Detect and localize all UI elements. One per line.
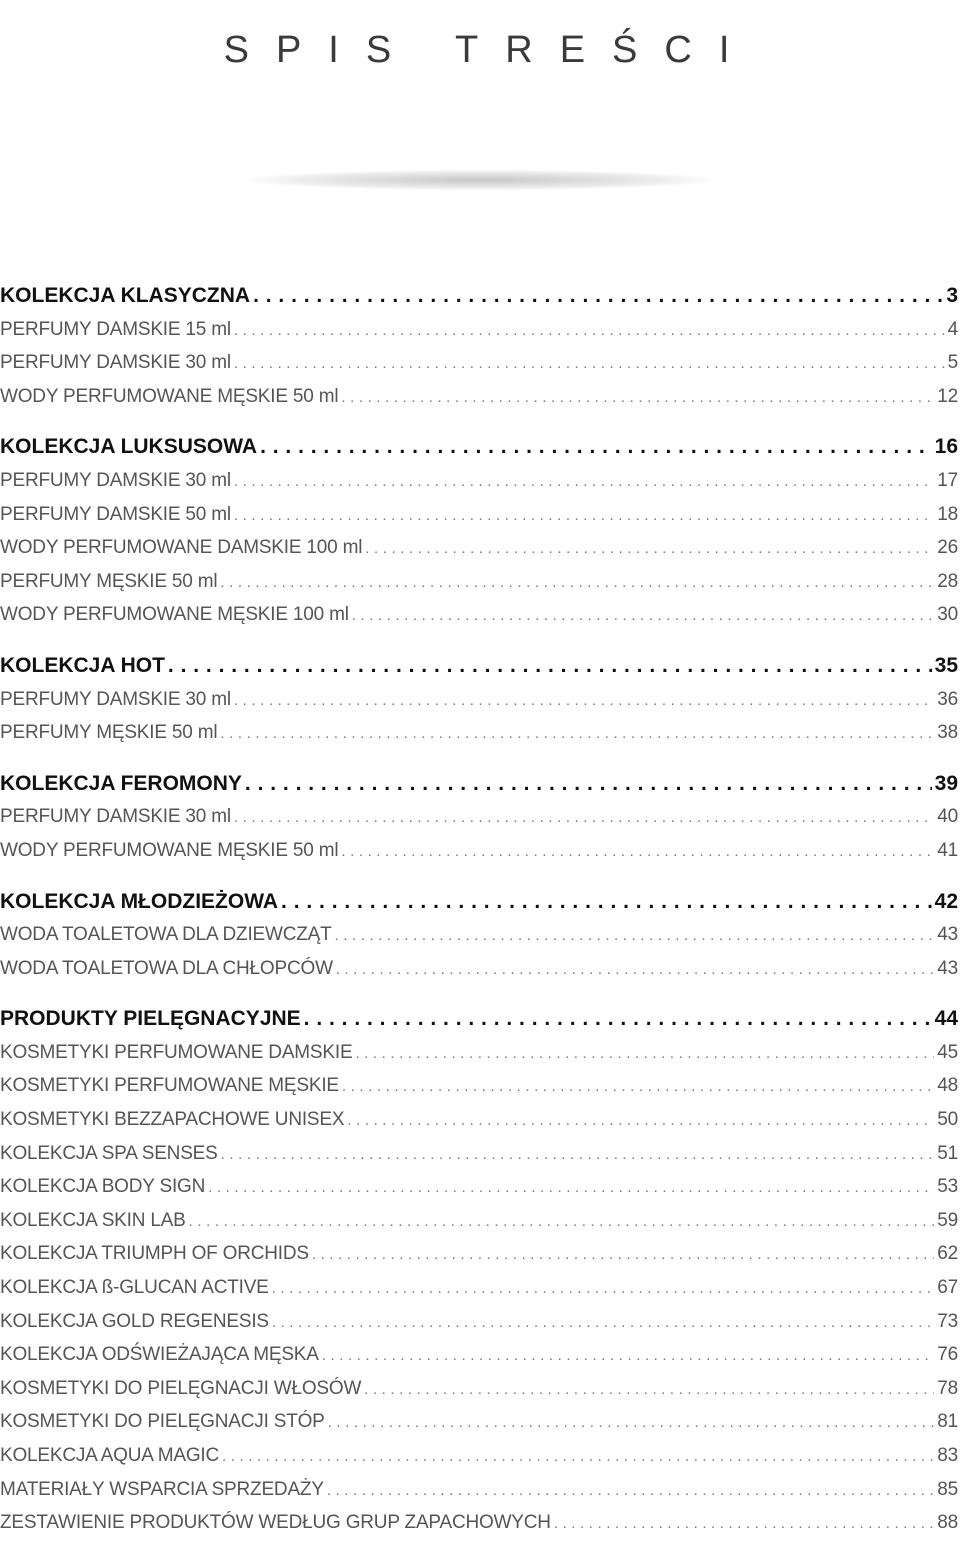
toc-section-heading-label: KOLEKCJA MŁODZIEŻOWA (0, 889, 279, 913)
toc-entry-label: ZESTAWIENIE PRODUKTÓW WEDŁUG GRUP ZAPACHOWYCH (0, 1512, 551, 1534)
toc-entry[interactable] (0, 1506, 960, 1540)
toc-entry-label: PERFUMY MĘSKIE 50 ml (0, 722, 218, 744)
toc-entry-label: WODY PERFUMOWANE MĘSKIE 50 ml (0, 385, 339, 407)
page-number: 28 (937, 570, 958, 592)
toc-section (0, 767, 960, 868)
toc-entry-label: KOSMETYKI PERFUMOWANE MĘSKIE (0, 1075, 339, 1097)
dot-leader (335, 919, 935, 952)
page-number: 42 (934, 889, 958, 913)
dot-leader (327, 1474, 934, 1507)
toc-entry[interactable] (0, 346, 960, 380)
dot-leader (272, 1306, 934, 1339)
toc-entry[interactable] (0, 1405, 960, 1439)
dot-leader (355, 1037, 934, 1070)
dot-leader (352, 599, 935, 632)
page-number: 12 (937, 385, 958, 407)
dot-leader (222, 1440, 934, 1473)
page-number: 50 (937, 1109, 958, 1131)
dot-leader (312, 1238, 934, 1271)
toc-entry-label: PERFUMY DAMSKIE 15 ml (0, 318, 231, 340)
toc-entry[interactable] (0, 1305, 960, 1339)
page-title: SPIS TREŚCI (223, 29, 757, 72)
toc-entry-label: WODY PERFUMOWANE MĘSKIE 50 ml (0, 839, 339, 861)
toc-entry-label: MATERIAŁY WSPARCIA SPRZEDAŻY (0, 1478, 324, 1500)
dot-leader (234, 314, 945, 347)
toc-section-heading[interactable] (0, 767, 960, 801)
toc-entry-label: PERFUMY DAMSKIE 50 ml (0, 503, 231, 525)
dot-leader (234, 801, 934, 834)
page-number: 43 (937, 957, 958, 979)
toc-entry-label: PERFUMY DAMSKIE 30 ml (0, 806, 231, 828)
page-number: 67 (937, 1277, 958, 1299)
title-shadow-divider (160, 168, 800, 208)
page-number: 59 (937, 1209, 958, 1231)
toc-entry[interactable] (0, 952, 960, 986)
page-number: 38 (937, 722, 958, 744)
dot-leader (245, 767, 932, 801)
toc-section-heading-label: PRODUKTY PIELĘGNACYJNE (0, 1007, 301, 1031)
toc-section (0, 885, 960, 986)
page-number: 85 (937, 1478, 958, 1500)
dot-leader (168, 649, 932, 683)
toc-entry[interactable] (0, 1237, 960, 1271)
page-number: 81 (937, 1411, 958, 1433)
toc-entry[interactable] (0, 565, 960, 599)
page-number: 73 (937, 1310, 958, 1332)
dot-leader (304, 1002, 932, 1036)
toc-section-heading[interactable] (0, 430, 960, 464)
dot-leader (221, 1138, 935, 1171)
dot-leader (342, 1070, 934, 1103)
toc-section-heading[interactable] (0, 649, 960, 683)
toc-entry[interactable] (0, 1439, 960, 1473)
toc-entry-label: WODY PERFUMOWANE MĘSKIE 100 ml (0, 604, 349, 626)
dot-leader (220, 566, 934, 599)
page-number: 39 (934, 771, 958, 795)
toc-entry-label: KOSMETYKI BEZZAPACHOWE UNISEX (0, 1109, 345, 1131)
table-of-contents (0, 279, 960, 1557)
page-number: 48 (937, 1075, 958, 1097)
dot-leader (365, 532, 934, 565)
toc-entry[interactable] (0, 1170, 960, 1204)
toc-entry[interactable] (0, 834, 960, 868)
page-number: 5 (947, 352, 958, 374)
toc-entry-label: PERFUMY DAMSKIE 30 ml (0, 469, 231, 491)
toc-section-heading-label: KOLEKCJA HOT (0, 653, 165, 677)
toc-entry-label: KOLEKCJA BODY SIGN (0, 1176, 206, 1198)
page-number: 43 (937, 924, 958, 946)
toc-entry[interactable] (0, 716, 960, 750)
toc-entry-label: KOLEKCJA ODŚWIEŻAJĄCA MĘSKA (0, 1344, 319, 1366)
dot-leader (260, 430, 932, 464)
toc-section-heading[interactable] (0, 279, 960, 313)
dot-leader (234, 465, 934, 498)
page-number: 41 (937, 839, 958, 861)
page-number: 78 (937, 1377, 958, 1399)
toc-entry[interactable] (0, 598, 960, 632)
page-number: 40 (937, 806, 958, 828)
dot-leader (272, 1272, 935, 1305)
toc-entry[interactable] (0, 380, 960, 414)
dot-leader (341, 835, 934, 868)
page-number: 83 (937, 1445, 958, 1466)
toc-entry-label: KOSMETYKI PERFUMOWANE DAMSKIE (0, 1041, 353, 1063)
toc-section-heading-label: KOLEKCJA KLASYCZNA (0, 284, 251, 307)
toc-section (0, 649, 960, 750)
toc-entry[interactable] (0, 1338, 960, 1372)
toc-entry[interactable] (0, 1036, 960, 1070)
toc-entry[interactable] (0, 1137, 960, 1171)
toc-section-heading-label: KOLEKCJA LUKSUSOWA (0, 435, 258, 459)
dot-leader (220, 717, 934, 750)
toc-entry[interactable] (0, 1473, 960, 1507)
page-number: 4 (947, 318, 958, 340)
dot-leader (336, 953, 934, 986)
page-number: 16 (934, 435, 958, 459)
dot-leader (364, 1373, 934, 1406)
page-number: 76 (937, 1344, 958, 1366)
dot-leader (234, 499, 934, 532)
dot-leader (341, 381, 934, 414)
toc-entry-label: WODA TOALETOWA DLA CHŁOPCÓW (0, 957, 333, 979)
dot-leader (234, 684, 934, 717)
toc-entry[interactable] (0, 1204, 960, 1238)
page-number: 51 (937, 1142, 958, 1164)
toc-entry[interactable] (0, 1372, 960, 1406)
dot-leader (281, 885, 932, 919)
page-number: 62 (937, 1243, 958, 1265)
toc-entry[interactable] (0, 1103, 960, 1137)
page-number: 17 (937, 469, 958, 491)
toc-section-heading-label: KOLEKCJA FEROMONY (0, 771, 242, 795)
toc-section (0, 1002, 960, 1540)
toc-entry[interactable] (0, 1069, 960, 1103)
page-number: 30 (937, 604, 958, 626)
toc-entry-label: KOLEKCJA SKIN LAB (0, 1209, 186, 1231)
page-number: 53 (937, 1176, 958, 1198)
toc-entry-label: KOLEKCJA AQUA MAGIC (0, 1445, 219, 1466)
toc-entry-label: PERFUMY DAMSKIE 30 ml (0, 352, 231, 374)
dot-leader (347, 1104, 934, 1137)
dot-leader (189, 1205, 935, 1238)
dot-leader (322, 1339, 935, 1372)
dot-leader (554, 1507, 934, 1540)
toc-entry-label: KOLEKCJA SPA SENSES (0, 1142, 218, 1164)
page-number: 3 (946, 284, 958, 307)
page-number: 44 (934, 1007, 958, 1031)
toc-entry[interactable] (0, 1271, 960, 1305)
toc-entry[interactable] (0, 464, 960, 498)
toc-section-heading[interactable] (0, 1002, 960, 1036)
toc-entry-label: PERFUMY MĘSKIE 50 ml (0, 570, 218, 592)
page-number: 36 (937, 688, 958, 710)
toc-section (0, 279, 960, 413)
toc-entry[interactable] (0, 531, 960, 565)
toc-entry[interactable] (0, 498, 960, 532)
toc-entry-label: KOLEKCJA GOLD REGENESIS (0, 1310, 269, 1332)
toc-section-heading[interactable] (0, 885, 960, 919)
toc-entry-label: PERFUMY DAMSKIE 30 ml (0, 688, 231, 710)
dot-leader (234, 347, 945, 380)
toc-section (0, 430, 960, 632)
toc-entry-label: KOLEKCJA ß-GLUCAN ACTIVE (0, 1277, 269, 1299)
toc-entry[interactable] (0, 313, 960, 347)
toc-entry-label: KOLEKCJA TRIUMPH OF ORCHIDS (0, 1243, 309, 1265)
page-number: 35 (934, 653, 958, 677)
toc-entry-label: KOSMETYKI DO PIELĘGNACJI WŁOSÓW (0, 1377, 362, 1399)
page-number: 18 (937, 503, 958, 525)
page-number: 45 (937, 1041, 958, 1063)
dot-leader (328, 1406, 935, 1439)
toc-entry-label: WODA TOALETOWA DLA DZIEWCZĄT (0, 924, 332, 946)
toc-entry[interactable] (0, 918, 960, 952)
toc-entry-label: WODY PERFUMOWANE DAMSKIE 100 ml (0, 537, 363, 559)
dot-leader (208, 1171, 934, 1204)
toc-entry[interactable] (0, 800, 960, 834)
toc-entry[interactable] (0, 683, 960, 717)
page-number: 26 (937, 537, 958, 559)
dot-leader (253, 279, 943, 313)
page-number: 88 (937, 1512, 958, 1534)
toc-entry-label: KOSMETYKI DO PIELĘGNACJI STÓP (0, 1411, 325, 1433)
